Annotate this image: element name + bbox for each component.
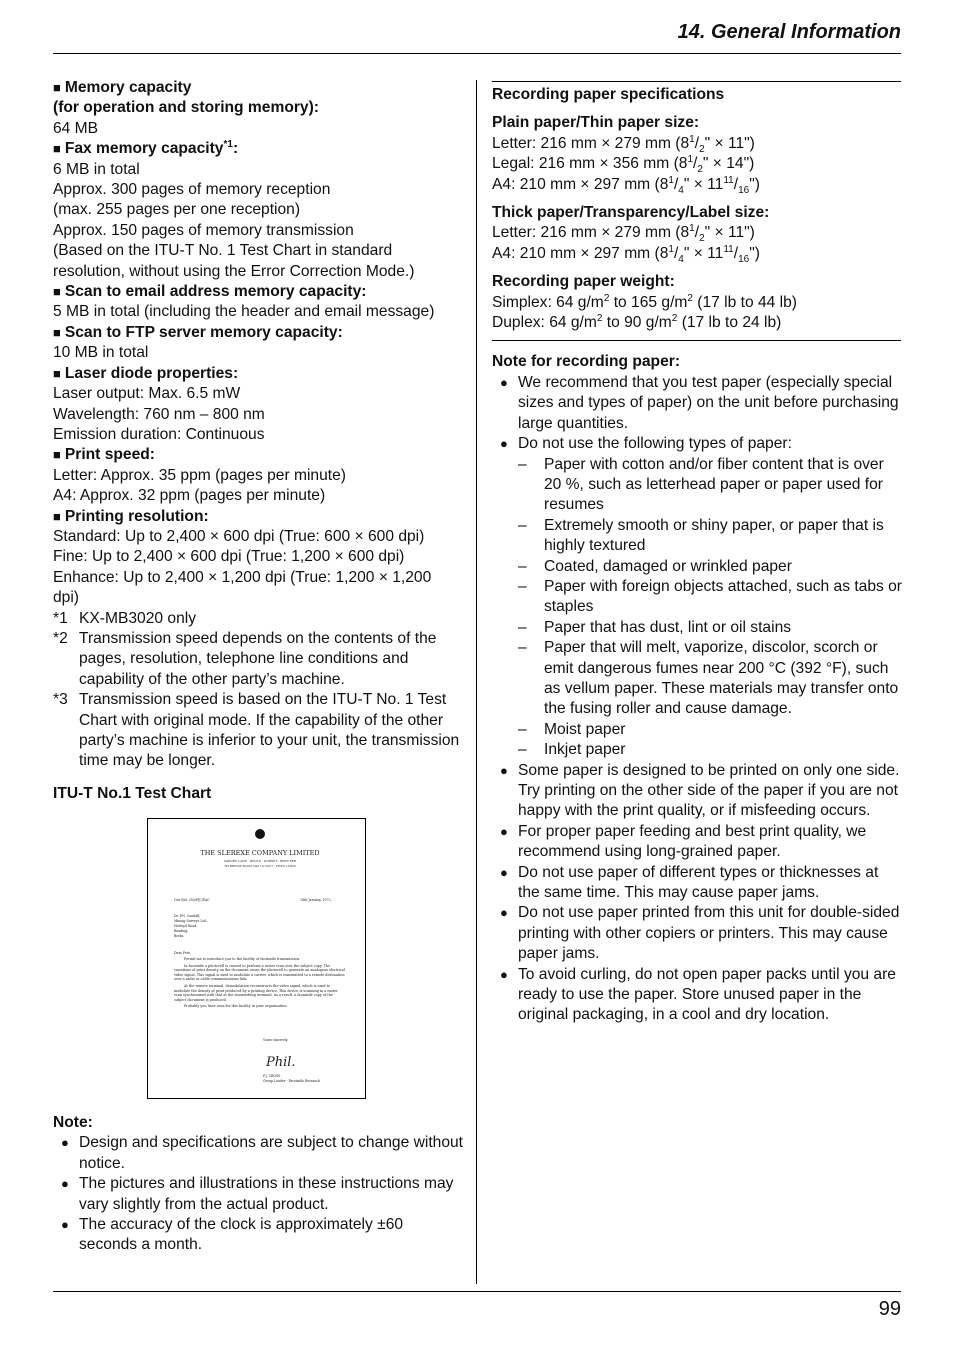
note-heading: Note: <box>53 1114 93 1131</box>
column-divider <box>476 80 477 1284</box>
print-speed-heading: ■ Print speed: <box>53 446 155 464</box>
paper-note-item: ● Do not use the following types of paper: <box>492 434 904 454</box>
resolution-line: dpi) <box>53 589 80 607</box>
test-chart-to: Berks. <box>174 934 185 938</box>
thick-paper-heading: Thick paper/Transparency/Label size: <box>492 204 770 222</box>
paper-note-item: ● To avoid curling, do not open paper packs until you are ready to use the paper. Store unused paper in the original packaging, in a cool and dry location. <box>492 965 904 1026</box>
print-speed-line: A4: Approx. 32 ppm (pages per minute) <box>53 487 326 505</box>
laser-line: Laser output: Max. 6.5 mW <box>53 385 241 403</box>
fax-memory-line: Approx. 300 pages of memory reception <box>53 181 331 199</box>
duplex-weight: Duplex: 64 $g/m^2$ to 90 $g/m^2$ (17 lb to 24 lb) <box>492 312 782 332</box>
test-chart-to: Reading, <box>174 929 189 933</box>
resolution-line: Fine: Up to 2,400 × 600 dpi (True: 1,200 × 600 dpi) <box>53 548 405 566</box>
paper-size-line: A4: 210 mm × 297 mm ($8^1/_4$" × $11^{11}/_{16}$") <box>492 174 760 196</box>
square-bullet-icon: ■ <box>53 365 61 381</box>
paper-note-item: ● Some paper is designed to be printed on only one side. Try printing on the other side of the paper if you are not happy with the print quality, or if misfeeding occurs. <box>492 761 904 822</box>
plain-paper-heading: Plain paper/Thin paper size: <box>492 114 700 132</box>
fax-memory-heading: ■ Fax memory capacity$^{*1}$: <box>53 139 239 158</box>
laser-line: Wavelength: 760 nm – 800 nm <box>53 405 265 423</box>
paper-size-line: A4: 210 mm × 297 mm ($8^1/_4$" × $11^{11}/_{16}$") <box>492 243 760 265</box>
page-number: 99 <box>878 1298 901 1320</box>
footer-rule <box>53 1291 901 1292</box>
laser-line: Emission duration: Continuous <box>53 425 265 443</box>
test-chart-closing: Yours sincerely, <box>263 1038 289 1042</box>
scan-ftp-heading: ■ Scan to FTP server memory capacity: <box>53 323 343 341</box>
paper-type-item: – Paper with cotton and/or fiber content that is over 20 %, such as letterhead paper or paper used for resumes <box>518 455 884 514</box>
test-chart-heading: ITU-T No.1 Test Chart <box>53 784 212 802</box>
company-logo-icon <box>255 829 265 839</box>
test-chart-to: Dr. P.N. Cundall, <box>174 914 201 918</box>
laser-heading: ■ Laser diode properties: <box>53 364 239 382</box>
test-chart-signer: P.J. CROSS <box>263 1074 281 1078</box>
square-bullet-icon: ■ <box>53 80 61 95</box>
bullet-icon: ● <box>500 864 508 880</box>
resolution-line: Enhance: Up to 2,400 × 1,200 dpi (True: 1,200 × 1,200 <box>53 568 432 586</box>
note-item: ● The pictures and illustrations in these instructions may vary slightly from the actual product. <box>53 1174 463 1215</box>
paper-note-item: ● We recommend that you test paper (especially special sizes and types of paper) on the unit before purchasing large quantities. <box>492 373 904 434</box>
paper-note-item: ● Do not use paper printed from this unit for double-sided printing with other copiers or printers. This may cause paper jams. <box>492 903 904 964</box>
test-chart-date: 18th January, 1972. <box>300 898 332 902</box>
bullet-icon: ● <box>61 1176 69 1192</box>
itu-test-chart-image <box>147 818 366 1099</box>
bullet-icon: ● <box>500 762 508 778</box>
paper-note-item: ● For proper paper feeding and best print quality, we recommend using long-grained paper. <box>492 822 904 863</box>
bullet-icon: ● <box>61 1135 69 1151</box>
bullet-icon: ● <box>500 823 508 839</box>
resolution-line: Standard: Up to 2,400 × 600 dpi (True: 600 × 600 dpi) <box>53 527 425 545</box>
scan-ftp-value: 10 MB in total <box>53 344 149 362</box>
bullet-icon: ● <box>61 1217 69 1233</box>
test-chart-to: Mining Surveys Ltd., <box>174 919 208 923</box>
fax-memory-line: resolution, without using the Error Correction Mode.) <box>53 262 415 280</box>
square-bullet-icon: ■ <box>53 324 61 340</box>
test-chart-para: Probably you have uses for this facility in your organisation. <box>184 1004 288 1009</box>
paper-size-line: Letter: 216 mm × 279 mm ($8^1/_2$" × 11") <box>492 223 755 245</box>
resolution-heading: ■ Printing resolution: <box>53 507 209 525</box>
paper-size-line: Letter: 216 mm × 279 mm ($8^1/_2$" × 11") <box>492 133 755 155</box>
left-column <box>53 78 463 804</box>
fax-memory-line: Approx. 150 pages of memory transmission <box>53 221 354 239</box>
paper-type-item: – Coated, damaged or wrinkled paper <box>518 557 792 575</box>
bullet-icon: ● <box>500 905 508 921</box>
memory-value: 64 MB <box>53 119 99 137</box>
memory-subheading: (for operation and storing memory): <box>53 99 319 117</box>
bullet-icon: ● <box>500 374 508 390</box>
right-top-rule <box>492 81 901 82</box>
simplex-weight: Simplex: 64 $g/m^2$ to 165 $g/m^2$ (17 lb to 44 lb) <box>492 292 797 311</box>
paper-type-item: – Paper that has dust, lint or oil stains <box>518 618 792 636</box>
memory-heading: ■ Memory capacity <box>53 79 192 96</box>
fax-memory-line: (max. 255 pages per one reception) <box>53 201 301 219</box>
square-bullet-icon: ■ <box>53 284 61 300</box>
test-chart-para: In facsimile a photocell is caused to perform a raster scan over the subject copy. The variations of print density on the document cause the photocell to generate an analogous electrical video signal. This signal is used to modulate a carrier, which is transmitted to a remote destination over a radio or cable communications link. <box>174 963 346 982</box>
square-bullet-icon: ■ <box>53 447 61 463</box>
paper-size-line: Legal: 216 mm × 356 mm ($8^1/_2$" × 14") <box>492 154 755 176</box>
scan-email-heading: ■ Scan to email address memory capacity: <box>53 283 367 301</box>
test-chart-company: THE SLEREXE COMPANY LIMITED <box>200 849 320 857</box>
footnote: *2 Transmission speed depends on the contents of the pages, resolution, telephone line conditions and capability of the other party’s machine. <box>53 629 437 688</box>
test-chart-para: At the remote terminal, demodulation reconstructs the video signal, which is used to modulate the density of print produced by a printing device. This device is scanning in a raster scan synchronised with that at the transmitting terminal. As a result, a facsimile copy of the subject document is produced. <box>174 983 338 1002</box>
fax-memory-line: 6 MB in total <box>53 160 140 178</box>
test-chart-signature: Phil. <box>266 1055 296 1070</box>
test-chart-para: Permit me to introduce you to the facility of facsimile transmission. <box>184 957 300 961</box>
paper-type-item: – Inkjet paper <box>518 741 626 759</box>
test-chart-signer-title: Group Leader - Facsimile Research <box>263 1079 320 1083</box>
footnote: *3 Transmission speed is based on the ITU-T No. 1 Test Chart with original mode. If the capability of the other party’s machine is inferior to your unit, the transmission time may be longer. <box>53 691 460 770</box>
paper-type-item: – Moist paper <box>518 720 626 738</box>
fax-memory-line: (Based on the ITU-T No. 1 Test Chart in standard <box>53 242 393 260</box>
footnote: *1 KX-MB3020 only <box>53 609 197 627</box>
paper-weight-heading: Recording paper weight: <box>492 273 675 291</box>
recording-paper-heading: Recording paper specifications <box>492 86 725 103</box>
paper-type-item: – Paper that will melt, vaporize, discolor, scorch or emit dangerous fumes near 200 °C (392 °F), such as vellum paper. These materials may transfer onto the fusing roller and cause damage. <box>518 639 899 718</box>
note-item: ● Design and specifications are subject to change without notice. <box>53 1133 463 1174</box>
test-chart-address: SAPORS LANE · BOOLE · DORSET · BH25 8ER <box>223 859 297 863</box>
scan-email-value: 5 MB in total (including the header and email message) <box>53 303 435 321</box>
notes-section <box>53 1113 463 1256</box>
right-column <box>492 85 904 1026</box>
bullet-icon: ● <box>500 436 508 452</box>
paper-note-item: ● Do not use paper of different types or thicknesses at the same time. This may cause paper jams. <box>492 863 904 904</box>
section-title: 14. General Information <box>677 21 901 43</box>
test-chart-phone: TELEPHONE BOOLE (945 13) 51617 · TELEX 123456 <box>224 865 296 868</box>
recording-note-heading: Note for recording paper: <box>492 353 681 371</box>
bullet-icon: ● <box>500 966 508 982</box>
test-chart-salutation: Dear Pete, <box>174 951 191 955</box>
note-item: ● The accuracy of the clock is approximately ±60 seconds a month. <box>53 1215 463 1256</box>
paper-type-item: – Extremely smooth or shiny paper, or paper that is highly textured <box>518 516 884 555</box>
test-chart-ref: Our Ref. 350/PJC/EAC <box>174 898 210 902</box>
print-speed-line: Letter: Approx. 35 ppm (pages per minute) <box>53 466 346 484</box>
test-chart-to: Holroyd Road, <box>174 924 198 928</box>
paper-type-item: – Paper with foreign objects attached, such as tabs or staples <box>518 577 902 616</box>
square-bullet-icon: ■ <box>53 508 61 524</box>
header-rule <box>53 53 901 54</box>
square-bullet-icon: ■ <box>53 141 61 157</box>
